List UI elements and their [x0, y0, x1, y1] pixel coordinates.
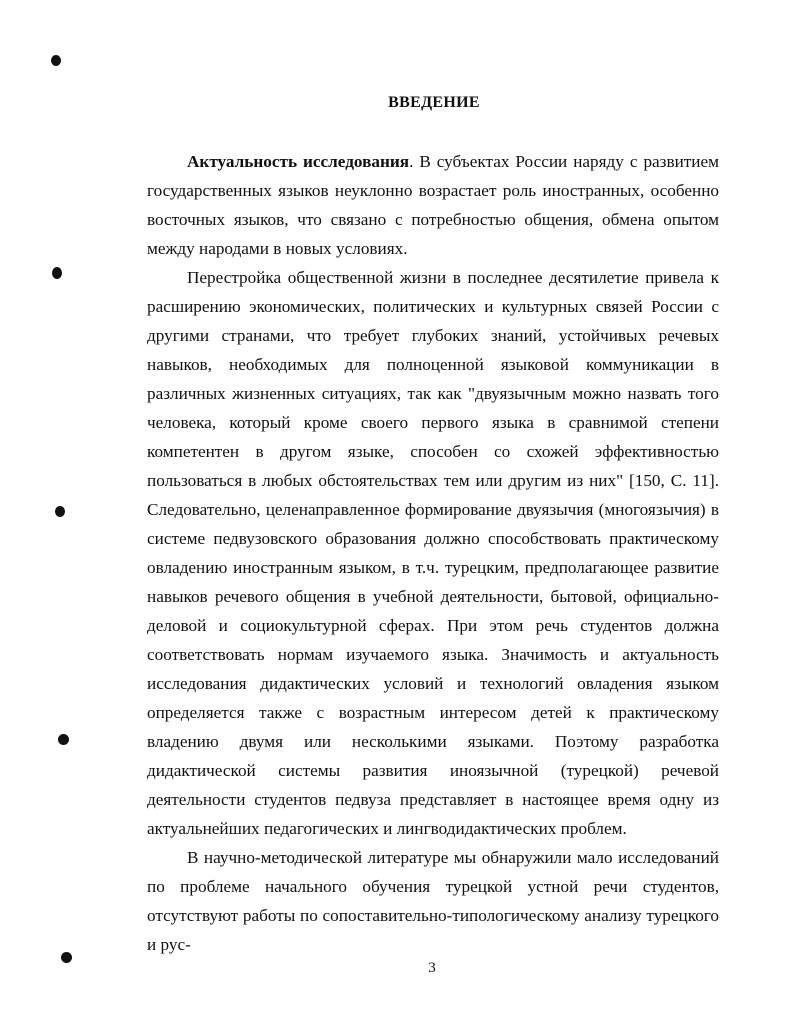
paragraph-relevance — [147, 147, 719, 263]
body-text — [147, 147, 719, 959]
page-number: 3 — [428, 960, 436, 976]
paragraph-lead-term: Актуальность исследования — [187, 152, 410, 171]
punch-hole-mark — [52, 267, 62, 279]
punch-hole-mark — [61, 952, 72, 963]
paragraph-text: . В субъектах России наряду с развитием государственных языков неуклонно возрастает роль иностранных, особенно восточных языков, что связано с потребностью общения, обмена опытом между народами в новых условиях. — [147, 152, 719, 258]
punch-hole-mark — [55, 506, 65, 517]
punch-hole-mark — [51, 55, 61, 66]
punch-hole-mark — [58, 734, 69, 745]
paragraph-literature: В научно-методической литературе мы обнаружили мало исследований по проблеме начального обучения турецкой устной речи студентов, отсутствуют работы по сопоставительно-типологическому анализу турецкого и рус- — [147, 848, 719, 954]
section-heading: ВВЕДЕНИЕ — [388, 94, 480, 111]
paragraph-restructuring: Перестройка общественной жизни в последнее десятилетие привела к расширению экономических, политических и культурных связей России с другими странами, что требует глубоких знаний, устойчивых речевых навыков, необходимых для полноценной языковой коммуникации в различных жизненных ситуациях, так как "двуязычным можно назвать того человека, который кроме своего первого языка в сравнимой степени компетентен в другом языке, способен со схожей эффективностью пользоваться в любых обстоятельствах тем или другим из них" [150, С. 11]. Следовательно, целенаправленное формирование двуязычия (многоязычия) в системе педвузовского образования должно способствовать практическому овладению иностранным языком, в т.ч. турецким, предполагающее развитие навыков речевого общения в учебной деятельности, бытовой, официально-деловой и социокультурной сферах. При этом речь студентов должна соответствовать нормам изучаемого языка. Значимость и актуальность исследования дидактических условий и технологий овладения языком определяется также с возрастным интересом детей к практическому владению двумя или несколькими языками. Поэтому разработка дидактической системы развития иноязычной (турецкой) речевой деятельности студентов педвуза представляет в настоящее время одну из актуальнейших педагогических и лингводидактических проблем. — [147, 268, 719, 838]
